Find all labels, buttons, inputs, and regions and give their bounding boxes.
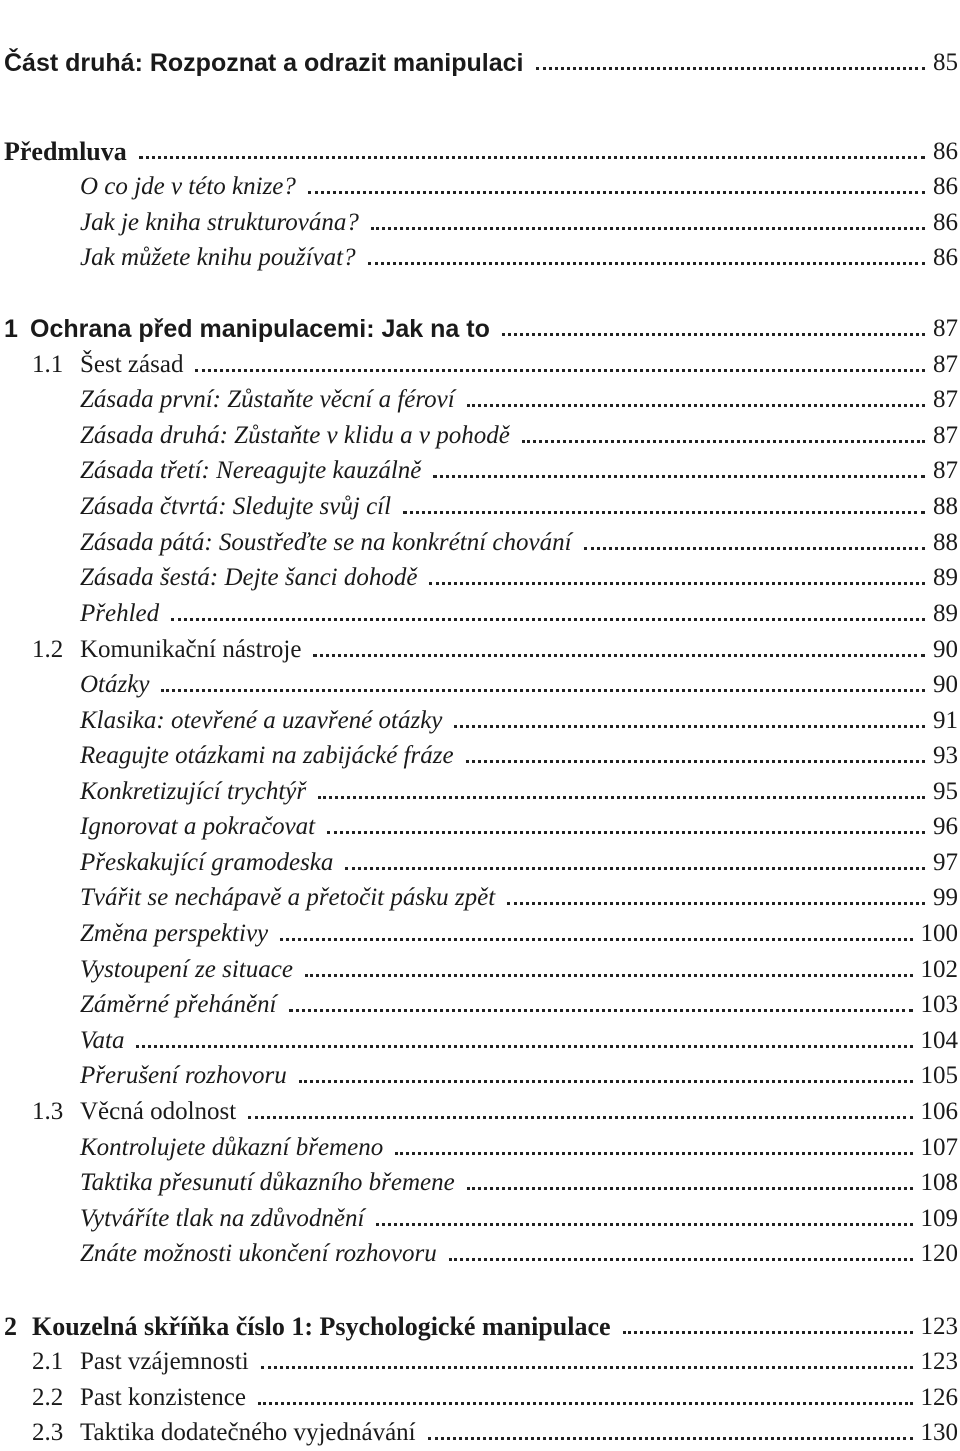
- leader-dots: [345, 867, 925, 870]
- entry-label: [80, 1023, 124, 1059]
- leader-dots: [502, 333, 925, 336]
- toc-entry: [0, 1415, 960, 1451]
- entry-title: Komunikační nástroje: [80, 636, 302, 663]
- entry-title: Zásada čtvrtá: Sledujte svůj cíl: [80, 493, 392, 520]
- entry-title: Past konzistence: [80, 1384, 246, 1411]
- entry-label: [80, 560, 417, 596]
- entry-title: Kontrolujete důkazní břemeno: [80, 1134, 384, 1161]
- leader-dots: [368, 262, 925, 265]
- entry-number: 2.2: [32, 1384, 64, 1411]
- entry-label: [80, 596, 159, 632]
- page-number: 120: [920, 1240, 958, 1267]
- toc-entry: [0, 809, 960, 845]
- toc-entry: [0, 525, 960, 561]
- page-number: 107: [920, 1134, 958, 1161]
- entry-title: Jak je kniha strukturována?: [80, 209, 359, 236]
- page-number: 89: [933, 600, 958, 627]
- leader-dots: [139, 156, 925, 159]
- leader-dots: [466, 760, 925, 763]
- entry-label: [80, 418, 510, 454]
- page-number: 87: [933, 422, 958, 449]
- entry-title: Ochrana před manipulacemi: Jak na to: [30, 315, 490, 343]
- entry-title: Tvářit se nechápavě a přetočit pásku zpět: [80, 884, 496, 911]
- leader-dots: [136, 1045, 912, 1048]
- page-number: 126: [920, 1384, 958, 1411]
- leader-dots: [449, 1258, 913, 1261]
- page-number: 93: [933, 742, 958, 769]
- toc-entry: [0, 845, 960, 881]
- entry-title: Přeskakující gramodeska: [80, 849, 334, 876]
- entry-label: [80, 240, 356, 276]
- leader-dots: [299, 1080, 913, 1083]
- entry-label: [32, 1415, 416, 1451]
- page-number: 104: [920, 1027, 958, 1054]
- page-number: 87: [933, 351, 958, 378]
- entry-title: Konkretizující trychtýř: [80, 778, 307, 805]
- toc-entry: [0, 382, 960, 418]
- leader-dots: [248, 1116, 912, 1119]
- page-number: 95: [933, 778, 958, 805]
- entry-label: [80, 703, 442, 739]
- leader-dots: [522, 440, 925, 443]
- entry-label: [32, 1380, 246, 1416]
- toc-entry: [0, 453, 960, 489]
- toc-entry: [0, 1094, 960, 1130]
- page-number: 90: [933, 636, 958, 663]
- leader-dots: [467, 1187, 913, 1190]
- entry-label: [4, 134, 127, 170]
- page-number: 105: [920, 1062, 958, 1089]
- leader-dots: [318, 796, 925, 799]
- page-number: 88: [933, 493, 958, 520]
- page-number: 102: [920, 956, 958, 983]
- toc-entry: [0, 1023, 960, 1059]
- entry-label: [80, 489, 391, 525]
- toc-entry: [0, 1380, 960, 1416]
- entry-title: Vystoupení ze situace: [80, 956, 293, 983]
- entry-label: [80, 667, 149, 703]
- toc-entry: [0, 1165, 960, 1201]
- entry-title: Znáte možnosti ukončení rozhovoru: [80, 1240, 437, 1267]
- leader-dots: [623, 1331, 913, 1334]
- entry-title: O co jde v této knize?: [80, 173, 296, 200]
- page-number: 87: [933, 457, 958, 484]
- leader-dots: [403, 511, 925, 514]
- entry-label: [32, 632, 301, 668]
- entry-label: [32, 1344, 249, 1380]
- toc-entry: [0, 240, 960, 276]
- leader-dots: [308, 191, 925, 194]
- part-heading: [0, 45, 960, 81]
- entry-label: [80, 738, 454, 774]
- leader-dots: [376, 1223, 912, 1226]
- leader-dots: [258, 1402, 913, 1405]
- entry-title: Vata: [80, 1027, 125, 1054]
- page-number: 86: [933, 138, 958, 165]
- entry-number: 1.3: [32, 1098, 64, 1125]
- toc-entry: [0, 1201, 960, 1237]
- leader-dots: [261, 1366, 913, 1369]
- page-number: 100: [920, 920, 958, 947]
- entry-title: Jak můžete knihu používat?: [80, 244, 356, 271]
- page-number: 91: [933, 707, 958, 734]
- toc-entry: [0, 489, 960, 525]
- leader-dots: [313, 654, 925, 657]
- page-number: 106: [920, 1098, 958, 1125]
- entry-label: [80, 880, 495, 916]
- leader-dots: [195, 369, 925, 372]
- toc-entry: [0, 1130, 960, 1166]
- entry-label: [4, 311, 490, 347]
- entry-number: 1.1: [32, 351, 64, 378]
- page-number: 87: [933, 315, 958, 342]
- entry-label: [80, 845, 333, 881]
- entry-title: Předmluva: [4, 137, 127, 166]
- entry-label: [80, 809, 315, 845]
- leader-dots: [536, 67, 926, 70]
- leader-dots: [305, 974, 913, 977]
- page-number: 123: [920, 1348, 958, 1375]
- entry-title: Šest zásad: [80, 351, 184, 378]
- entry-title: Zásada třetí: Nereagujte kauzálně: [80, 457, 422, 484]
- entry-title: Zásada pátá: Soustřeďte se na konkrétní chování: [80, 529, 572, 556]
- entry-title: Vytváříte tlak na zdůvodnění: [80, 1205, 365, 1232]
- entry-label: [32, 1094, 236, 1130]
- entry-title: Klasika: otevřené a uzavřené otázky: [80, 707, 443, 734]
- leader-dots: [507, 902, 925, 905]
- entry-label: [80, 952, 293, 988]
- toc-entry: [0, 880, 960, 916]
- leader-dots: [454, 725, 925, 728]
- entry-title: Přehled: [80, 600, 160, 627]
- toc-entry: [0, 1344, 960, 1380]
- leader-dots: [428, 1437, 913, 1440]
- part-title: Část druhá: Rozpoznat a odrazit manipulaci: [4, 49, 524, 77]
- leader-dots: [289, 1009, 913, 1012]
- page-number: 87: [933, 386, 958, 413]
- page-number: 86: [933, 173, 958, 200]
- leader-dots: [161, 689, 925, 692]
- leader-dots: [395, 1152, 912, 1155]
- page-number: 88: [933, 529, 958, 556]
- entry-label: [80, 382, 455, 418]
- page-number: 123: [920, 1313, 958, 1340]
- entry-title: Ignorovat a pokračovat: [80, 813, 316, 840]
- entry-title: Zásada první: Zůstaňte věcní a féroví: [80, 386, 455, 413]
- entry-title: Otázky: [80, 671, 150, 698]
- toc-entry: [0, 667, 960, 703]
- toc-entry: [0, 1309, 960, 1345]
- page-number: 86: [933, 209, 958, 236]
- entry-label: [80, 987, 277, 1023]
- entry-label: [80, 1130, 383, 1166]
- entry-title: Taktika přesunutí důkazního břemene: [80, 1169, 455, 1196]
- toc-entry: [0, 134, 960, 170]
- leader-dots: [433, 475, 925, 478]
- page-number: 109: [920, 1205, 958, 1232]
- page-number: 96: [933, 813, 958, 840]
- toc-entry: [0, 987, 960, 1023]
- entry-title: Záměrné přehánění: [80, 991, 277, 1018]
- toc-entry: [0, 560, 960, 596]
- toc-entry: [0, 418, 960, 454]
- entry-title: Věcná odolnost: [80, 1098, 237, 1125]
- page-number: 108: [920, 1169, 958, 1196]
- toc-entry: [0, 1236, 960, 1272]
- leader-dots: [171, 618, 925, 621]
- toc-entry: [0, 952, 960, 988]
- entry-label: [80, 1165, 455, 1201]
- toc-entry: [0, 774, 960, 810]
- entry-title: Přerušení rozhovoru: [80, 1062, 287, 1089]
- leader-dots: [467, 404, 925, 407]
- entry-label: [80, 169, 296, 205]
- entry-title: Zásada šestá: Dejte šanci dohodě: [80, 564, 418, 591]
- entry-label: [80, 916, 268, 952]
- leader-dots: [327, 831, 925, 834]
- page-number: 89: [933, 564, 958, 591]
- toc-entry: [0, 596, 960, 632]
- part-page-number: 85: [933, 49, 958, 76]
- page-number: 99: [933, 884, 958, 911]
- page-number: 90: [933, 671, 958, 698]
- leader-dots: [584, 547, 925, 550]
- toc-entry: [0, 347, 960, 383]
- toc-entry: [0, 632, 960, 668]
- entry-number: 1.2: [32, 636, 64, 663]
- toc-entry: [0, 169, 960, 205]
- toc-entry: [0, 738, 960, 774]
- entry-number: 1: [4, 315, 18, 343]
- entry-label: [80, 453, 421, 489]
- entry-label: [32, 347, 183, 383]
- entry-title: Taktika dodatečného vyjednávání: [80, 1419, 416, 1446]
- entry-label: [80, 1058, 287, 1094]
- entry-number: 2.1: [32, 1348, 64, 1375]
- leader-dots: [429, 582, 925, 585]
- page-number: 103: [920, 991, 958, 1018]
- toc-entry: [0, 703, 960, 739]
- entry-title: Změna perspektivy: [80, 920, 269, 947]
- leader-dots: [371, 227, 925, 230]
- entry-label: [4, 1309, 611, 1345]
- leader-dots: [280, 938, 912, 941]
- entry-label: [80, 1201, 364, 1237]
- toc-entry: [0, 311, 960, 347]
- page-number: 86: [933, 244, 958, 271]
- entry-title: Kouzelná skříňka číslo 1: Psychologické manipulace: [32, 1312, 611, 1341]
- entry-label: [80, 205, 359, 241]
- entry-label: [80, 1236, 437, 1272]
- page-number: 97: [933, 849, 958, 876]
- entry-label: [80, 525, 572, 561]
- entry-title: Past vzájemnosti: [80, 1348, 249, 1375]
- entry-number: 2.3: [32, 1419, 64, 1446]
- entry-number: 2: [4, 1312, 17, 1341]
- entry-title: Reagujte otázkami na zabijácké fráze: [80, 742, 454, 769]
- page-number: 130: [920, 1419, 958, 1446]
- toc-entry: [0, 1058, 960, 1094]
- toc-entry: [0, 916, 960, 952]
- entry-label: [80, 774, 306, 810]
- toc-entry: [0, 205, 960, 241]
- entry-title: Zásada druhá: Zůstaňte v klidu a v pohodě: [80, 422, 510, 449]
